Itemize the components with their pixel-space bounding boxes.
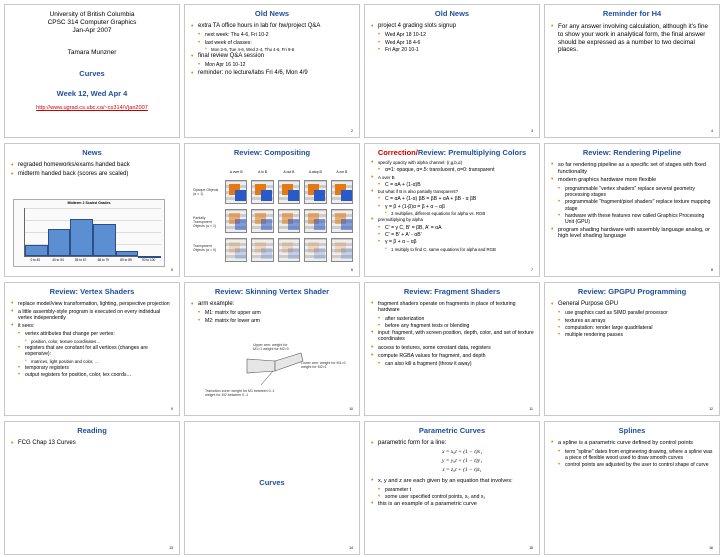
lower-arm-shape bbox=[275, 353, 303, 371]
bullet-item: • a little assembly-style program is executed on every individual vertex independently bbox=[11, 309, 174, 321]
slide-title: Review: Vertex Shaders bbox=[49, 287, 135, 296]
bullet-list bbox=[11, 301, 174, 379]
bullet-item: • C = αA + (1-α) βB = βB + αA + βB - α βB bbox=[371, 196, 534, 202]
bullet-item: • multiple rendering passes bbox=[551, 332, 714, 338]
page-number: 13 bbox=[169, 546, 173, 550]
pointer-line bbox=[261, 371, 273, 385]
chart-bar bbox=[25, 245, 48, 256]
page-number: 10 bbox=[349, 407, 353, 411]
chart-plot-area bbox=[24, 208, 161, 257]
slide-title bbox=[365, 148, 539, 157]
bullet-item: • use graphics card as SIMD parallel processor bbox=[551, 310, 714, 316]
row-label-opaque: Opaque Objects (α = 1) bbox=[193, 188, 219, 196]
bullet-item: • regraded homeworks/exams handed back bbox=[11, 162, 174, 169]
operator-label: A out B bbox=[283, 170, 295, 174]
bullet-list bbox=[191, 23, 354, 79]
slide-title: Reading bbox=[77, 426, 107, 435]
chart-bar bbox=[70, 219, 93, 256]
shape-b bbox=[341, 190, 352, 201]
composite-example bbox=[278, 238, 300, 262]
bullet-item: • modern graphics hardware more flexible bbox=[551, 177, 714, 184]
chart-tick-label: 40 to 54 bbox=[52, 258, 64, 262]
page-number: 5 bbox=[171, 268, 173, 272]
composite-example bbox=[278, 209, 300, 233]
bullet-item: • γ = β + (1-β)α = β + α – αβ bbox=[371, 204, 534, 210]
bullet-item: • last week of classes: bbox=[191, 40, 354, 46]
bullet-item: • General Purpose GPU bbox=[551, 301, 714, 308]
shape-b bbox=[314, 248, 325, 259]
bullet-item: • Wed Apr 18 10-12 bbox=[371, 32, 534, 38]
arm-figure bbox=[245, 351, 305, 387]
bullet-item: • C = αA + (1-α)B bbox=[371, 182, 534, 188]
slide-title: Reminder for H4 bbox=[602, 9, 662, 18]
bullet-item: • Wed Apr 18 4-6 bbox=[371, 40, 534, 46]
bullet-item: • M2: matrix for lower arm bbox=[191, 318, 354, 324]
bullet-item: • term "spline" dates from engineering drawing, where a spline was a piece of flexible wood used to draw smooth curves bbox=[551, 449, 714, 462]
bullet-item: • this is an example of a parametric curve bbox=[371, 501, 534, 508]
shape-b bbox=[261, 190, 272, 201]
bullet-list bbox=[371, 301, 534, 369]
equations bbox=[405, 449, 519, 476]
bullet-item: • fragment shaders operate on fragments in place of texturing hardware bbox=[371, 301, 534, 314]
intro-item: • parametric form for a line: bbox=[371, 440, 534, 447]
bullet-list bbox=[11, 162, 174, 181]
slide-16 bbox=[544, 421, 720, 555]
course-name: CPSC 314 Computer Graphics bbox=[47, 19, 137, 26]
composite-example bbox=[304, 209, 326, 233]
chart-bar bbox=[116, 251, 139, 256]
shape-b bbox=[261, 219, 272, 230]
chart-tick-label: 80 to 89 bbox=[120, 258, 132, 262]
composite-example bbox=[225, 238, 247, 262]
term: Jan-Apr 2007 bbox=[72, 27, 112, 34]
equation-x: x = x₀t + (1 − t)x₁ bbox=[441, 449, 482, 455]
shape-b bbox=[288, 190, 299, 201]
slide-title: Old News bbox=[434, 9, 470, 18]
shape-b bbox=[288, 219, 299, 230]
bullet-item: • so far rendering pipeline as a specific set of stages with fixed functionality bbox=[551, 162, 714, 175]
bullet-item: • a spline is a parametric curve defined by control points bbox=[551, 440, 714, 447]
grades-chart bbox=[13, 199, 165, 267]
composite-example bbox=[225, 180, 247, 204]
slide-title: Review: Rendering Pipeline bbox=[582, 148, 682, 157]
bullet-item: • reminder: no lecture/labs Fri 4/6, Mon 4/9 bbox=[191, 70, 354, 77]
slide-title: Parametric Curves bbox=[418, 426, 486, 435]
lecture-date: Week 12, Wed Apr 4 bbox=[56, 89, 128, 98]
composite-example bbox=[251, 180, 273, 204]
author: Tamara Munzner bbox=[67, 49, 117, 56]
slide-5 bbox=[4, 143, 180, 277]
bullet-item: • A over B bbox=[371, 175, 534, 180]
slide-13 bbox=[4, 421, 180, 555]
bullet-item: • midterm handed back (scores are scaled) bbox=[11, 171, 174, 178]
bullet-item: • access to textures, some constant data, registers bbox=[371, 345, 534, 351]
page-number: 7 bbox=[531, 268, 533, 272]
slide-4 bbox=[544, 4, 720, 138]
slide-title: Review: GPGPU Programming bbox=[577, 287, 687, 296]
slide-15 bbox=[364, 421, 540, 555]
slide-2 bbox=[184, 4, 360, 138]
bullet-item: • computation: render large quadrilateral bbox=[551, 325, 714, 331]
bullet-list bbox=[371, 478, 534, 510]
composite-example bbox=[331, 209, 353, 233]
shape-b bbox=[261, 248, 272, 259]
page-number: 11 bbox=[529, 407, 533, 411]
chart-tick-label: 55 to 67 bbox=[74, 258, 87, 262]
course-title bbox=[5, 11, 179, 35]
bullet-item: • vertex attributes that change per vertex: bbox=[11, 331, 174, 337]
operator-label: A atop B bbox=[308, 170, 322, 174]
slide-title: Old News bbox=[254, 9, 290, 18]
course-url-link[interactable]: http://www.ugrad.cs.ubc.ca/~cs314/Vjan2007 bbox=[36, 105, 148, 111]
composite-example bbox=[304, 180, 326, 204]
bullet-item: • next week: Thu 4-6, Fri 10-2 bbox=[191, 32, 354, 38]
bullet-item: • can also kill a fragment (throw it away) bbox=[371, 361, 534, 367]
bullet-item: • registers that are constant for all vertices (changes are expensive): bbox=[11, 345, 174, 358]
lower-arm-label: Lower arm: weight for M1=0 weight for M2=1 bbox=[301, 361, 346, 369]
bullet-item: • Mon 2-5, Tue 4-6, Wed 2-4, Thu 4-6, Fri 9-6 bbox=[191, 47, 354, 52]
bullet-item: • 1 multiply to find C, same equations for alpha and RGB bbox=[371, 247, 534, 252]
slide-1 bbox=[4, 4, 180, 138]
bullet-item: • Mon Apr 16 10-12 bbox=[191, 62, 354, 68]
bullet-item: • replace model/view transformation, lighting, perspective projection bbox=[11, 301, 174, 307]
chart-bar bbox=[93, 224, 116, 256]
slide-14 bbox=[184, 421, 360, 555]
section-title: Curves bbox=[259, 478, 285, 487]
row-label-transparent: Transparent Objects (α = 0) bbox=[193, 244, 217, 252]
bullet-item: • specify opacity with alpha channel: (r,g,b,α) bbox=[371, 160, 534, 165]
slide-12 bbox=[544, 282, 720, 416]
bullet-item: • M1: matrix for upper arm bbox=[191, 310, 354, 316]
bullet-item: • project 4 grading slots signup bbox=[371, 23, 534, 30]
bullet-list bbox=[191, 301, 354, 325]
bullet-item: • FCG Chap 13 Curves bbox=[11, 440, 174, 447]
composite-example bbox=[278, 180, 300, 204]
bullet-item: • α=1: opaque, α=.5: translucent, α=0: transparent bbox=[371, 167, 534, 173]
bullet-list bbox=[371, 23, 534, 54]
chart-tick-label: 0 to 40 bbox=[30, 258, 41, 262]
slide-title: Review: Fragment Shaders bbox=[403, 287, 501, 296]
bullet-item: • programmable "fragment/pixel shaders" replace texture mapping stage bbox=[551, 199, 714, 212]
slide-title: Review: Compositing bbox=[233, 148, 311, 157]
bullet-item: • compute RGBA values for fragment, and depth bbox=[371, 353, 534, 359]
composite-example bbox=[251, 209, 273, 233]
page-number: 14 bbox=[349, 546, 353, 550]
bullet-item: • hardware with these features now called Graphics Processing Unit (GPU) bbox=[551, 213, 714, 226]
page-number: 9 bbox=[171, 407, 173, 411]
shape-b bbox=[235, 190, 246, 201]
shape-b bbox=[341, 219, 352, 230]
shape-b bbox=[314, 190, 325, 201]
page-number: 3 bbox=[531, 129, 533, 133]
bullet-list bbox=[551, 440, 714, 470]
page-number: 4 bbox=[711, 129, 713, 133]
operator-label: A in B bbox=[258, 170, 268, 174]
bullet-item: • extra TA office hours in lab for hw/project Q&A bbox=[191, 23, 354, 30]
bullet-item: • matrices, light position and color, … bbox=[11, 359, 174, 364]
university-name: University of British Columbia bbox=[49, 11, 135, 18]
slide-3 bbox=[364, 4, 540, 138]
bullet-item: • 3 multiplies, different equations for alpha vs. RGB bbox=[371, 211, 534, 216]
upper-arm-label: Upper arm: weight for M1=1 weight for M2=0 bbox=[253, 343, 289, 351]
page-number: 12 bbox=[709, 407, 713, 411]
page-number: 16 bbox=[709, 546, 713, 550]
bullet-list bbox=[551, 162, 714, 242]
shape-b bbox=[235, 219, 246, 230]
bullet-item: • final review Q&A session bbox=[191, 53, 354, 60]
chart-tick-label: 90 to 100 bbox=[142, 258, 156, 262]
intro-list bbox=[371, 440, 534, 449]
bullet-item: • premultiplying by alpha bbox=[371, 217, 534, 222]
bullet-item: • program shading hardware with assembly language analog, or high level shading language bbox=[551, 227, 714, 240]
chart-x-axis bbox=[24, 258, 160, 264]
shape-b bbox=[235, 248, 246, 259]
page-number: 15 bbox=[529, 546, 533, 550]
shape-b bbox=[341, 248, 352, 259]
bullet-item: • after rasterization bbox=[371, 316, 534, 322]
slide-title: News bbox=[82, 148, 102, 157]
slide-10 bbox=[184, 282, 360, 416]
compositing-grid bbox=[223, 178, 355, 266]
title-rest: Review: Premultiplying Colors bbox=[417, 148, 527, 157]
slide-8 bbox=[544, 143, 720, 277]
composite-example bbox=[225, 209, 247, 233]
bullet-list bbox=[551, 23, 714, 56]
bullet-item: • x, y and z are each given by an equation that involves: bbox=[371, 478, 534, 485]
shape-b bbox=[314, 219, 325, 230]
chart-gridline bbox=[25, 220, 161, 221]
page-number: 6 bbox=[351, 268, 353, 272]
bullet-item: • but what if B is also partially transparent? bbox=[371, 189, 534, 194]
bullet-item: • C' = γ C, B' = βB, A' = αA bbox=[371, 225, 534, 231]
bullet-list bbox=[371, 160, 534, 253]
chart-bar bbox=[48, 229, 71, 256]
compositing-figure bbox=[193, 170, 355, 270]
chart-tick-label: 68 to 79 bbox=[97, 258, 110, 262]
bullet-item: • it sees: bbox=[11, 323, 174, 329]
chart-title: Midterm 2 Scaled Grades bbox=[67, 201, 111, 205]
bullet-item: • arm example: bbox=[191, 301, 354, 308]
title-correction: Correction/ bbox=[377, 148, 418, 157]
equation-y: y = y₀t + (1 − t)y₁ bbox=[441, 458, 482, 464]
bullet-item: • Fri Apr 20 10-1 bbox=[371, 47, 534, 53]
bullet-item: • output registers for position, color, tex coords… bbox=[11, 372, 174, 378]
row-label-partial: Partially Transparent Objects (α < 1) bbox=[193, 216, 217, 228]
upper-arm-shape bbox=[247, 359, 275, 373]
bullet-item: • position, color, texture coordinates… bbox=[11, 339, 174, 344]
page-number: 8 bbox=[711, 268, 713, 272]
bullet-item: • textures as arrays bbox=[551, 318, 714, 324]
composite-example bbox=[251, 238, 273, 262]
transition-zone-label: Transition zone: weight for M1 between 0..1 weight for M2 between 0..1 bbox=[205, 389, 275, 397]
lecture-topic: Curves bbox=[79, 69, 105, 78]
operator-label: A over B bbox=[229, 170, 243, 174]
composite-example bbox=[331, 180, 353, 204]
bullet-item: • For any answer involving calculation, although it's fine to show your work in analytical form, the final answer should be expressed as a number to two decimal places. bbox=[551, 23, 714, 54]
slide-7 bbox=[364, 143, 540, 277]
slide-11 bbox=[364, 282, 540, 416]
bullet-item: • control points are adjusted by the user to control shape of curve bbox=[551, 462, 714, 468]
composite-example bbox=[331, 238, 353, 262]
bullet-item: • temporary registers bbox=[11, 365, 174, 371]
slide-title: Review: Skinning Vertex Shader bbox=[214, 287, 330, 296]
shape-b bbox=[288, 248, 299, 259]
bullet-item: • some user specified control points, x₀ and x₁ bbox=[371, 494, 534, 500]
chart-gridline bbox=[25, 208, 161, 209]
bullet-item: • γ = β + α – αβ bbox=[371, 239, 534, 245]
operator-labels bbox=[223, 170, 355, 176]
bullet-item: • C' = B' + A' - αB' bbox=[371, 232, 534, 238]
equation-z: z = z₀t + (1 − t)z₁ bbox=[442, 467, 482, 473]
composite-example bbox=[304, 238, 326, 262]
slide-title: Splines bbox=[618, 426, 646, 435]
page-number: 2 bbox=[351, 129, 353, 133]
slide-9 bbox=[4, 282, 180, 416]
bullet-list bbox=[11, 440, 174, 449]
bullet-item: • before any fragment tests or blending bbox=[371, 323, 534, 329]
operator-label: A xor B bbox=[336, 170, 348, 174]
bullet-item: • programmable "vertex shaders" replace several geometry processing stages bbox=[551, 186, 714, 199]
slide-6 bbox=[184, 143, 360, 277]
bullet-item: • input: fragment, with screen position, depth, color, and set of texture coordinates bbox=[371, 330, 534, 343]
bullet-item: • parameter t bbox=[371, 487, 534, 493]
bullet-list bbox=[551, 301, 714, 339]
